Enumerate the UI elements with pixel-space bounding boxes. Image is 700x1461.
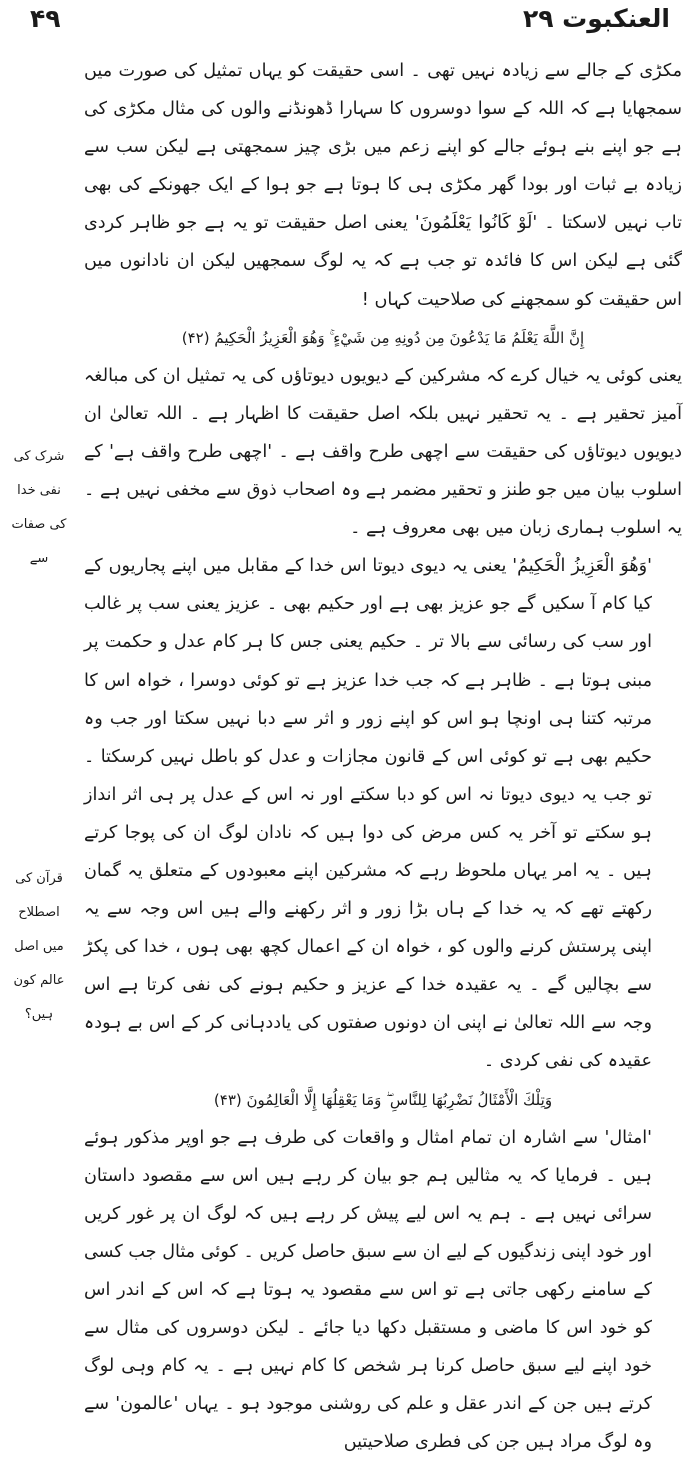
paragraph-deities: یعنی کوئی یہ خیال کرے کہ مشرکین کے دیویوں دیوتاؤں کی یہ تمثیل ان کی مبالغہ آمیز تحقیر ہے ۔ یہ تحقیر نہیں بلکہ اصل حقیقت کا اظہار ہے ۔ اللہ تعالیٰ ان دیویوں دیوتاؤں کی حقیقت سے اچھی طرح واقف ہے ۔ 'اچھی طرح واقف ہے' کے اسلوب بیان میں جو طنز و تحقیر مضمر ہے وہ اصحاب ذوق سے مخفی نہیں ہے ۔ یہ اسلوب ہماری زبان میں بھی معروف ہے ۔ — [84, 365, 682, 539]
margin-note-alim: قرآن کی اصطلاح میں اصل عالم کون ہیں؟ — [13, 871, 65, 1022]
commentary-text — [84, 52, 682, 1461]
paragraph-aziz-hakim: 'وَهُوَ الْعَزِيزُ الْحَكِيمُ' یعنی یہ دیوی دیوتا اس خدا کے مقابل میں اپنے پجاریوں کے کیا کام آ سکیں گے جو عزیز بھی ہے اور حکیم بھی ۔ عزیز یعنی سب پر غالب اور سب کی رسائی سے بالا تر ۔ حکیم یعنی جس کا ہر کام عدل و حکمت پر مبنی ہوتا ہے ۔ ظاہر ہے کہ جب خدا عزیز ہے تو کوئی دوسرا ، خواہ اس کا مرتبہ کتنا ہی اونچا ہو اس کو اپنے زور و اثر سے دبا نہیں سکتا اور جب وہ حکیم بھی ہے تو کوئی اس کے قانون مجازات و عدل کو باطل نہیں کرسکتا ۔ تو جب یہ دیوی دیوتا نہ اس کو دبا سکتے اور نہ اس کے عدل پر ہی اثر انداز ہو سکتے تو آخر یہ کس مرض کی دوا ہیں کہ نادان لوگ ان کی پوجا کرتے ہیں ۔ یہ امر یہاں ملحوظ رہے کہ مشرکین اپنے معبودوں کے متعلق یہ گمان رکھتے تھے کہ یہ خدا کے ہاں بڑا زور و اثر رکھنے والے ہیں اس وجہ سے یہ اپنی پرستش کرنے والوں کو ، خواہ ان کے اعمال کچھ بھی ہوں ، خدا کی پکڑ سے بچالیں گے ۔ یہ عقیدہ خدا کے عزیز و حکیم ہونے کی نفی کرتا ہے اس وجہ سے اللہ تعالیٰ نے اپنی ان دونوں صفتوں کی یاددہانی کر کے اس بے ہودہ عقیدہ کی نفی کردی ۔ — [84, 556, 652, 1072]
paragraph-amthal: 'امثال' سے اشارہ ان تمام امثال و واقعات کی طرف ہے جو اوپر مذکور ہوئے ہیں ۔ فرمایا کہ یہ مثالیں ہم جو بیان کر رہے ہیں اس سے مقصود داستان سرائی نہیں ہے ۔ ہم یہ اس لیے پیش کر رہے ہیں کہ لوگ ان پر غور کریں اور خود اپنی زندگیوں کے لیے ان سے سبق حاصل کریں ۔ کوئی مثال جب کسی کے سامنے رکھی جاتی ہے تو اس سے مقصود یہ ہوتا ہے کہ اس کے اندر اس کو خود اس کا ماضی و مستقبل دکھا دیا جائے ۔ لیکن دوسروں کی مثال سے خود اپنے لیے سبق حاصل کرنا ہر شخص کا کام نہیں ہے ۔ یہ کام وہی لوگ کرتے ہیں جن کے اندر عقل و علم کی روشنی موجود ہو ۔ یہاں 'عالمون' سے وہ لوگ مراد ہیں جن کی فطری صلاحیتیں — [84, 1127, 652, 1453]
page-header — [30, 4, 670, 44]
paragraph-spider-web: مکڑی کے جالے سے زیادہ نہیں تھی ۔ اسی حقیقت کو یہاں تمثیل کی صورت میں سمجھایا ہے کہ اللہ کے سوا دوسروں کا سہارا ڈھونڈنے والوں کی مثال مکڑی کی ہے جو اپنے بنے ہوئے جالے کو اپنے زعم میں بڑی چیز سمجھتی ہے لیکن سب سے زیادہ بے ثبات اور بودا گھر مکڑی ہی کا ہوتا ہے جو ہوا کے ایک جھونکے کی بھی تاب نہیں لاسکتا ۔ 'لَوْ كَانُوا يَعْلَمُونَ' یعنی اصل حقیقت تو یہ ہے جو ظاہر کردی گئی ہے لیکن اس کا فائدہ تو جب ہے کہ یہ لوگ سمجھیں لیکن ان نادانوں میں اس حقیقت کو سمجھنے کی صلاحیت کہاں ! — [84, 61, 682, 310]
page-number: ۴۹ — [30, 4, 61, 33]
quran-verse-43: وَتِلْكَ الْأَمْثَالُ نَضْرِبُهَا لِلنَّاسِ ۖ وَمَا يَعْقِلُهَا إِلَّا الْعَالِمُونَ (۴۳) — [213, 1090, 553, 1109]
surah-title: العنکبوت ۲۹ — [522, 4, 670, 33]
margin-note-shirk: شرک کی نفی خدا کی صفات سے — [11, 449, 67, 566]
quran-verse-42: إِنَّ اللَّهَ يَعْلَمُ مَا يَدْعُونَ مِن دُونِهِ مِن شَيْءٍ ۚ وَهُوَ الْعَزِيزُ الْحَكِيمُ (۴۲) — [181, 328, 585, 347]
